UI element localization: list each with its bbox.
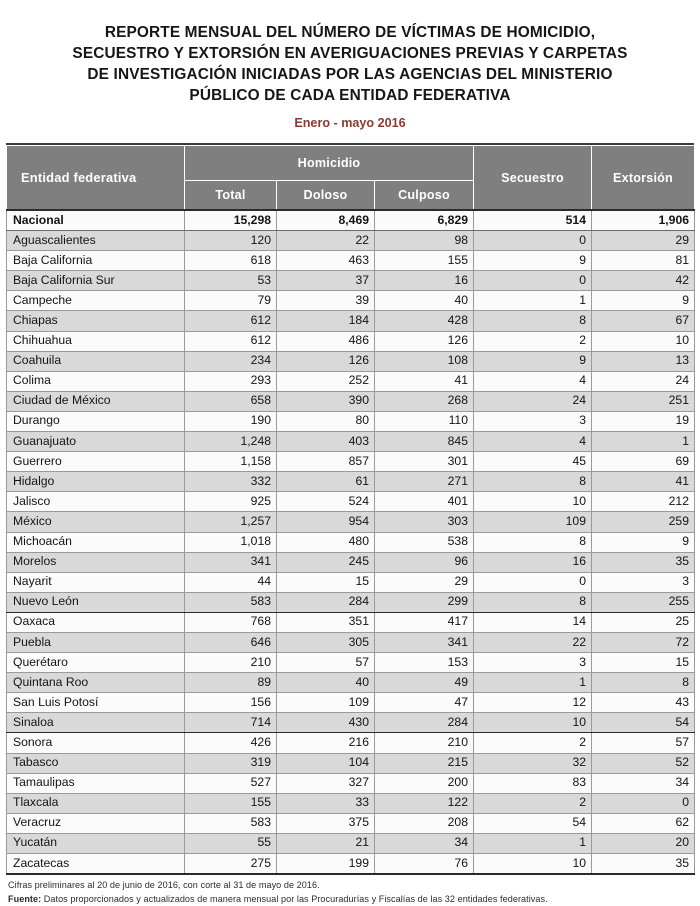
column-header-total: Total <box>185 181 277 211</box>
row-homicidio-doloso: 327 <box>277 773 375 793</box>
row-homicidio-total: 426 <box>185 733 277 753</box>
row-homicidio-culposo: 271 <box>375 472 474 492</box>
row-homicidio-culposo: 122 <box>375 793 474 813</box>
row-homicidio-culposo: 215 <box>375 753 474 773</box>
table-row <box>7 311 695 331</box>
row-homicidio-total: 55 <box>185 833 277 853</box>
row-extorsion: 24 <box>592 371 695 391</box>
row-homicidio-culposo: 47 <box>375 693 474 713</box>
row-extorsion: 42 <box>592 271 695 291</box>
row-extorsion: 20 <box>592 833 695 853</box>
footnote-source-text: Datos proporcionados y actualizados de manera mensual por las Procuradurías y Fiscalías de las 32 entidades federativas. <box>41 893 548 904</box>
row-homicidio-culposo: 303 <box>375 512 474 532</box>
row-homicidio-doloso: 216 <box>277 733 375 753</box>
table-row <box>7 512 695 532</box>
row-homicidio-culposo: 40 <box>375 291 474 311</box>
row-secuestro: 3 <box>474 411 592 431</box>
row-extorsion: 9 <box>592 291 695 311</box>
row-entity-name: Baja California Sur <box>7 271 185 291</box>
row-entity-name: Durango <box>7 411 185 431</box>
row-homicidio-culposo: 200 <box>375 773 474 793</box>
row-secuestro: 0 <box>474 572 592 592</box>
row-homicidio-culposo: 428 <box>375 311 474 331</box>
row-homicidio-culposo: 6,829 <box>375 210 474 231</box>
row-homicidio-total: 583 <box>185 813 277 833</box>
table-footnotes <box>6 879 694 906</box>
row-entity-name: Tabasco <box>7 753 185 773</box>
row-homicidio-doloso: 390 <box>277 391 375 411</box>
row-entity-name: San Luis Potosí <box>7 693 185 713</box>
row-entity-name: Puebla <box>7 632 185 652</box>
row-homicidio-doloso: 33 <box>277 793 375 813</box>
row-secuestro: 3 <box>474 653 592 673</box>
table-row <box>7 653 695 673</box>
table-row <box>7 271 695 291</box>
row-homicidio-total: 44 <box>185 572 277 592</box>
table-row <box>7 391 695 411</box>
row-entity-name: Veracruz <box>7 813 185 833</box>
row-secuestro: 4 <box>474 371 592 391</box>
row-homicidio-doloso: 954 <box>277 512 375 532</box>
row-homicidio-doloso: 463 <box>277 251 375 271</box>
row-homicidio-doloso: 524 <box>277 492 375 512</box>
row-homicidio-doloso: 40 <box>277 673 375 693</box>
table-row <box>7 291 695 311</box>
row-entity-name: Nacional <box>7 210 185 231</box>
row-homicidio-total: 319 <box>185 753 277 773</box>
row-extorsion: 212 <box>592 492 695 512</box>
table-row <box>7 251 695 271</box>
row-homicidio-culposo: 538 <box>375 532 474 552</box>
row-homicidio-doloso: 15 <box>277 572 375 592</box>
row-extorsion: 13 <box>592 351 695 371</box>
row-extorsion: 3 <box>592 572 695 592</box>
row-homicidio-culposo: 208 <box>375 813 474 833</box>
row-homicidio-doloso: 403 <box>277 432 375 452</box>
footnote-source-label: Fuente: <box>8 893 42 904</box>
row-homicidio-doloso: 305 <box>277 632 375 652</box>
row-homicidio-total: 768 <box>185 612 277 632</box>
row-secuestro: 10 <box>474 854 592 875</box>
row-homicidio-total: 155 <box>185 793 277 813</box>
row-secuestro: 8 <box>474 592 592 612</box>
row-homicidio-total: 341 <box>185 552 277 572</box>
row-extorsion: 255 <box>592 592 695 612</box>
table-row <box>7 833 695 853</box>
row-entity-name: Sonora <box>7 733 185 753</box>
row-homicidio-culposo: 34 <box>375 833 474 853</box>
row-secuestro: 83 <box>474 773 592 793</box>
row-entity-name: Coahuila <box>7 351 185 371</box>
table-row <box>7 231 695 251</box>
row-secuestro: 109 <box>474 512 592 532</box>
row-homicidio-total: 275 <box>185 854 277 875</box>
victims-data-table <box>6 145 695 875</box>
row-secuestro: 32 <box>474 753 592 773</box>
table-row <box>7 693 695 713</box>
row-secuestro: 9 <box>474 351 592 371</box>
table-row <box>7 572 695 592</box>
row-extorsion: 9 <box>592 532 695 552</box>
row-homicidio-doloso: 252 <box>277 371 375 391</box>
row-homicidio-total: 1,248 <box>185 432 277 452</box>
column-header-doloso: Doloso <box>277 181 375 211</box>
row-homicidio-total: 293 <box>185 371 277 391</box>
row-extorsion: 25 <box>592 612 695 632</box>
row-entity-name: Aguascalientes <box>7 231 185 251</box>
row-homicidio-culposo: 845 <box>375 432 474 452</box>
row-entity-name: Nuevo León <box>7 592 185 612</box>
row-extorsion: 35 <box>592 552 695 572</box>
row-secuestro: 514 <box>474 210 592 231</box>
row-secuestro: 1 <box>474 833 592 853</box>
row-secuestro: 1 <box>474 291 592 311</box>
row-entity-name: Chihuahua <box>7 331 185 351</box>
row-extorsion: 54 <box>592 713 695 733</box>
row-extorsion: 69 <box>592 452 695 472</box>
row-homicidio-total: 1,018 <box>185 532 277 552</box>
title-line-2: SECUESTRO Y EXTORSIÓN EN AVERIGUACIONES PREVIAS Y CARPETAS <box>72 45 628 62</box>
row-extorsion: 57 <box>592 733 695 753</box>
row-entity-name: Chiapas <box>7 311 185 331</box>
row-homicidio-total: 234 <box>185 351 277 371</box>
row-homicidio-doloso: 8,469 <box>277 210 375 231</box>
row-homicidio-total: 583 <box>185 592 277 612</box>
row-secuestro: 9 <box>474 251 592 271</box>
row-homicidio-culposo: 16 <box>375 271 474 291</box>
column-header-extorsion: Extorsión <box>592 146 695 211</box>
row-homicidio-total: 1,257 <box>185 512 277 532</box>
row-homicidio-doloso: 126 <box>277 351 375 371</box>
row-homicidio-doloso: 199 <box>277 854 375 875</box>
row-secuestro: 8 <box>474 532 592 552</box>
row-entity-name: Nayarit <box>7 572 185 592</box>
row-homicidio-total: 612 <box>185 311 277 331</box>
title-line-1: REPORTE MENSUAL DEL NÚMERO DE VÍCTIMAS DE HOMICIDIO, <box>104 24 596 41</box>
row-homicidio-doloso: 37 <box>277 271 375 291</box>
row-entity-name: Colima <box>7 371 185 391</box>
row-homicidio-total: 89 <box>185 673 277 693</box>
row-extorsion: 1 <box>592 432 695 452</box>
row-homicidio-doloso: 80 <box>277 411 375 431</box>
row-homicidio-doloso: 184 <box>277 311 375 331</box>
row-secuestro: 45 <box>474 452 592 472</box>
row-homicidio-total: 612 <box>185 331 277 351</box>
table-row <box>7 210 695 231</box>
row-extorsion: 52 <box>592 753 695 773</box>
row-entity-name: Campeche <box>7 291 185 311</box>
row-entity-name: Sinaloa <box>7 713 185 733</box>
row-homicidio-culposo: 108 <box>375 351 474 371</box>
row-extorsion: 35 <box>592 854 695 875</box>
column-header-culposo: Culposo <box>375 181 474 211</box>
row-extorsion: 72 <box>592 632 695 652</box>
title-line-4: PÚBLICO DE CADA ENTIDAD FEDERATIVA <box>189 87 511 104</box>
table-header-row-1 <box>7 146 695 181</box>
row-secuestro: 12 <box>474 693 592 713</box>
row-extorsion: 1,906 <box>592 210 695 231</box>
row-extorsion: 41 <box>592 472 695 492</box>
row-homicidio-culposo: 96 <box>375 552 474 572</box>
row-homicidio-doloso: 22 <box>277 231 375 251</box>
row-homicidio-total: 332 <box>185 472 277 492</box>
row-entity-name: Baja California <box>7 251 185 271</box>
row-homicidio-culposo: 268 <box>375 391 474 411</box>
table-row <box>7 813 695 833</box>
row-homicidio-total: 79 <box>185 291 277 311</box>
row-entity-name: Guanajuato <box>7 432 185 452</box>
table-row <box>7 854 695 875</box>
row-extorsion: 67 <box>592 311 695 331</box>
row-homicidio-culposo: 49 <box>375 673 474 693</box>
row-homicidio-culposo: 341 <box>375 632 474 652</box>
table-body <box>7 210 695 874</box>
row-homicidio-doloso: 104 <box>277 753 375 773</box>
row-homicidio-doloso: 57 <box>277 653 375 673</box>
row-extorsion: 0 <box>592 793 695 813</box>
row-homicidio-culposo: 299 <box>375 592 474 612</box>
row-homicidio-culposo: 155 <box>375 251 474 271</box>
table-row <box>7 632 695 652</box>
row-homicidio-total: 646 <box>185 632 277 652</box>
row-secuestro: 22 <box>474 632 592 652</box>
row-homicidio-doloso: 375 <box>277 813 375 833</box>
row-homicidio-total: 120 <box>185 231 277 251</box>
row-homicidio-total: 925 <box>185 492 277 512</box>
row-secuestro: 2 <box>474 733 592 753</box>
row-homicidio-culposo: 284 <box>375 713 474 733</box>
row-homicidio-culposo: 401 <box>375 492 474 512</box>
row-homicidio-total: 527 <box>185 773 277 793</box>
row-homicidio-total: 190 <box>185 411 277 431</box>
table-row <box>7 452 695 472</box>
row-secuestro: 24 <box>474 391 592 411</box>
row-homicidio-total: 618 <box>185 251 277 271</box>
footnote-source <box>8 893 694 906</box>
table-row <box>7 713 695 733</box>
row-homicidio-culposo: 417 <box>375 612 474 632</box>
row-entity-name: Michoacán <box>7 532 185 552</box>
row-homicidio-culposo: 110 <box>375 411 474 431</box>
row-homicidio-doloso: 39 <box>277 291 375 311</box>
row-entity-name: Hidalgo <box>7 472 185 492</box>
row-entity-name: Oaxaca <box>7 612 185 632</box>
row-homicidio-total: 210 <box>185 653 277 673</box>
row-entity-name: Morelos <box>7 552 185 572</box>
table-row <box>7 592 695 612</box>
row-homicidio-culposo: 153 <box>375 653 474 673</box>
row-entity-name: Guerrero <box>7 452 185 472</box>
column-header-homicidio-group: Homicidio <box>185 146 474 181</box>
table-row <box>7 411 695 431</box>
row-homicidio-doloso: 21 <box>277 833 375 853</box>
row-homicidio-doloso: 480 <box>277 532 375 552</box>
row-extorsion: 10 <box>592 331 695 351</box>
row-extorsion: 29 <box>592 231 695 251</box>
row-homicidio-doloso: 351 <box>277 612 375 632</box>
table-row <box>7 733 695 753</box>
row-secuestro: 1 <box>474 673 592 693</box>
table-row <box>7 432 695 452</box>
column-header-secuestro: Secuestro <box>474 146 592 211</box>
row-homicidio-doloso: 857 <box>277 452 375 472</box>
table-row <box>7 773 695 793</box>
table-row <box>7 492 695 512</box>
row-entity-name: México <box>7 512 185 532</box>
row-extorsion: 251 <box>592 391 695 411</box>
row-secuestro: 0 <box>474 231 592 251</box>
row-extorsion: 19 <box>592 411 695 431</box>
row-entity-name: Jalisco <box>7 492 185 512</box>
row-secuestro: 14 <box>474 612 592 632</box>
row-homicidio-culposo: 301 <box>375 452 474 472</box>
table-row <box>7 371 695 391</box>
row-homicidio-doloso: 430 <box>277 713 375 733</box>
row-secuestro: 16 <box>474 552 592 572</box>
row-extorsion: 34 <box>592 773 695 793</box>
row-secuestro: 8 <box>474 311 592 331</box>
row-homicidio-total: 156 <box>185 693 277 713</box>
row-entity-name: Querétaro <box>7 653 185 673</box>
row-homicidio-total: 714 <box>185 713 277 733</box>
row-secuestro: 2 <box>474 793 592 813</box>
row-homicidio-culposo: 76 <box>375 854 474 875</box>
table-row <box>7 552 695 572</box>
row-entity-name: Ciudad de México <box>7 391 185 411</box>
row-homicidio-doloso: 109 <box>277 693 375 713</box>
table-row <box>7 612 695 632</box>
column-header-entity: Entidad federativa <box>7 146 185 211</box>
row-homicidio-doloso: 284 <box>277 592 375 612</box>
row-homicidio-doloso: 61 <box>277 472 375 492</box>
row-homicidio-culposo: 210 <box>375 733 474 753</box>
row-extorsion: 15 <box>592 653 695 673</box>
row-entity-name: Yucatán <box>7 833 185 853</box>
row-secuestro: 10 <box>474 713 592 733</box>
row-entity-name: Tlaxcala <box>7 793 185 813</box>
row-homicidio-total: 15,298 <box>185 210 277 231</box>
row-homicidio-total: 1,158 <box>185 452 277 472</box>
row-secuestro: 4 <box>474 432 592 452</box>
row-entity-name: Tamaulipas <box>7 773 185 793</box>
table-row <box>7 793 695 813</box>
row-extorsion: 62 <box>592 813 695 833</box>
table-row <box>7 532 695 552</box>
row-secuestro: 54 <box>474 813 592 833</box>
row-homicidio-total: 658 <box>185 391 277 411</box>
row-homicidio-total: 53 <box>185 271 277 291</box>
row-entity-name: Zacatecas <box>7 854 185 875</box>
row-extorsion: 259 <box>592 512 695 532</box>
title-line-3: DE INVESTIGACIÓN INICIADAS POR LAS AGENCIAS DEL MINISTERIO <box>87 66 613 83</box>
row-homicidio-culposo: 98 <box>375 231 474 251</box>
row-homicidio-doloso: 245 <box>277 552 375 572</box>
table-row <box>7 472 695 492</box>
row-secuestro: 8 <box>474 472 592 492</box>
row-secuestro: 0 <box>474 271 592 291</box>
table-row <box>7 331 695 351</box>
row-homicidio-doloso: 486 <box>277 331 375 351</box>
table-row <box>7 673 695 693</box>
report-header <box>6 0 694 131</box>
row-secuestro: 10 <box>474 492 592 512</box>
table-row <box>7 351 695 371</box>
row-homicidio-culposo: 41 <box>375 371 474 391</box>
row-homicidio-culposo: 126 <box>375 331 474 351</box>
row-homicidio-culposo: 29 <box>375 572 474 592</box>
report-period-subtitle: Enero - mayo 2016 <box>294 116 406 130</box>
row-secuestro: 2 <box>474 331 592 351</box>
row-entity-name: Quintana Roo <box>7 673 185 693</box>
data-table-container <box>6 143 694 875</box>
footnote-preliminary: Cifras preliminares al 20 de junio de 2016, con corte al 31 de mayo de 2016. <box>8 880 320 891</box>
table-head <box>7 146 695 211</box>
row-extorsion: 8 <box>592 673 695 693</box>
row-extorsion: 81 <box>592 251 695 271</box>
row-extorsion: 43 <box>592 693 695 713</box>
table-row <box>7 753 695 773</box>
